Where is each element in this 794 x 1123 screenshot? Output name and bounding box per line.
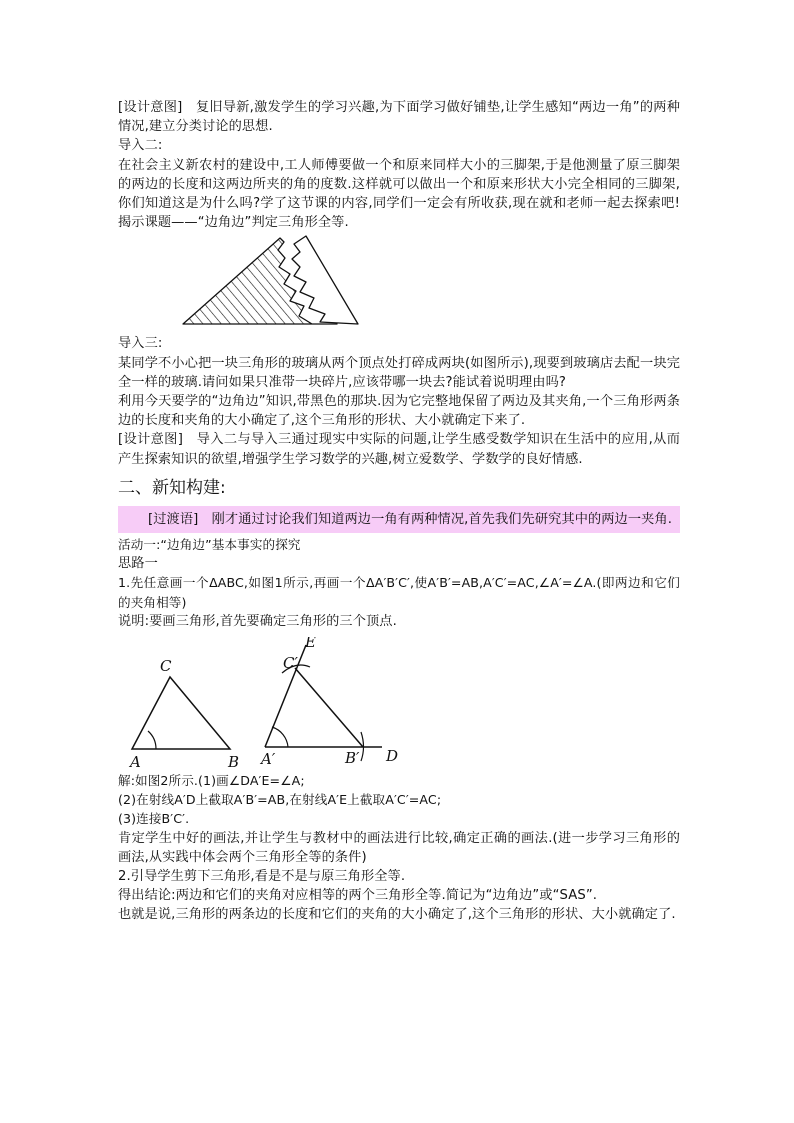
angle-a-arc <box>148 731 156 749</box>
conclusion: 得出结论:两边和它们的夹角对应相等的两个三角形全等.简记为“边角边”或“SAS”. <box>118 888 598 904</box>
lead2-title: 导入二: <box>118 138 163 154</box>
label-b2: B′ <box>345 749 360 768</box>
document-page <box>118 98 680 925</box>
affirm: 肯定学生中好的画法,并让学生与教材中的画法进行比较,确定正确的画法.(进一步学习三角形的画法,从实践中体会两个三角形全等的条件) <box>118 830 680 865</box>
idea-title: 思路一 <box>118 556 158 572</box>
label-a2: A′ <box>261 750 276 769</box>
design-intent-1: [设计意图] 复旧导新,激发学生的学习兴趣,为下面学习做好铺垫,让学生感知“两边一角”的两种情况,建立分类讨论的思想. <box>118 100 680 135</box>
label-c2: C′ <box>283 654 298 673</box>
triangle-abc <box>132 677 230 749</box>
section-heading: 二、新知构建: <box>118 477 226 498</box>
lead2-text: 在社会主义新农村的建设中,工人师傅要做一个和原来同样大小的三脚架,于是他测量了原三脚架的两边的长度和这两边所夹的角的度数.这样就可以做出一个和原来形状大小完全相同的三脚架,你们知道这是为什么吗?学了这节课的内容,同学们一定会有所收获,现在就和老师一起去探索吧!揭示课题——“边角边”判定三角形全等. <box>118 157 680 231</box>
transition-box: [过渡语] 刚才通过讨论我们知道两边一角有两种情况,首先我们先研究其中的两边一夹角. <box>118 506 680 533</box>
label-a: A <box>130 753 141 772</box>
label-c: C <box>160 657 172 676</box>
angle-a2-arc <box>272 727 288 747</box>
label-d: D <box>386 747 399 766</box>
step-2: 2.引导学生剪下三角形,看是不是与原三角形全等. <box>118 869 406 885</box>
label-b: B <box>228 753 240 772</box>
solution-3: (3)连接B′C′. <box>118 811 190 827</box>
solution-1: 解:如图2所示.(1)画∠DA′E=∠A; <box>118 773 305 789</box>
design-intent-2: [设计意图] 导入二与导入三通过现实中实际的问题,让学生感受数学知识在生活中的应用,从而产生探索知识的欲望,增强学生学习数学的兴趣,树立爱数学、学数学的良好情感. <box>118 432 680 467</box>
meaning: 也就是说,三角形的两条边的长度和它们的夹角的大小确定了,这个三角形的形状、大小就确定了. <box>118 907 676 923</box>
step-1: 1.先任意画一个ΔABC,如图1所示,再画一个ΔA′B′C′,使A′B′=AB,A′C′=AC,∠A′=∠A.(即两边和它们的夹角相等) <box>118 575 680 610</box>
lead3-answer: 利用今天要学的“边角边”知识,带黑色的那块.因为它完整地保留了两边及其夹角,一个三角形两条边的长度和夹角的大小确定了,这个三角形的形状、大小就确定下来了. <box>118 394 680 429</box>
activity-title: 活动一:“边角边”基本事实的探究 <box>118 537 301 553</box>
segment-b-c <box>295 668 363 747</box>
label-e: E <box>305 637 316 652</box>
solution-2: (2)在射线A′D上截取A′B′=AB,在射线A′E上截取A′C′=AC; <box>118 792 442 808</box>
triangle-construction-figure <box>120 637 410 771</box>
lead3-text: 某同学不小心把一块三角形的玻璃从两个顶点处打碎成两块(如图所示),现要到玻璃店去配一块完全一样的玻璃.请问如果只准带一块碎片,应该带哪一块去?能试着说明理由吗? <box>118 355 680 390</box>
note: 说明:要画三角形,首先要确定三角形的三个顶点. <box>118 613 397 629</box>
broken-glass-figure <box>182 234 382 334</box>
lead3-title: 导入三: <box>118 336 163 352</box>
